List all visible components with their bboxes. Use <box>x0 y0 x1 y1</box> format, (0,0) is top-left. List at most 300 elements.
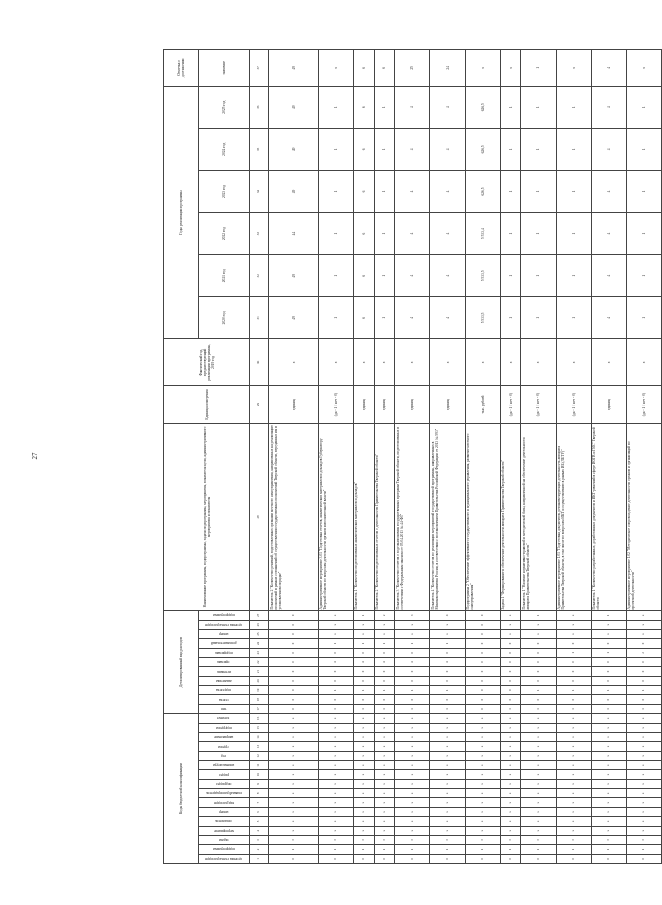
code-cell: x <box>500 789 521 798</box>
code-cell: x <box>500 779 521 788</box>
row-year-value: 4 <box>430 297 465 339</box>
code-cell: 0 <box>318 695 353 704</box>
table-row <box>269 50 318 864</box>
header-code-subcolumn-label: мероприятие <box>213 828 234 833</box>
code-cell: x <box>465 732 500 741</box>
code-cell: 3 <box>395 611 430 620</box>
code-cell: 0 <box>395 648 430 657</box>
row-base-value: x <box>395 339 430 386</box>
header-code-subcolumn-label: подстатья <box>216 688 232 693</box>
header-code-subcolumn-label: тип <box>220 706 227 711</box>
code-cell: 0 <box>269 639 318 648</box>
code-cell: 1 <box>353 639 374 648</box>
code-cell: 1 <box>591 611 626 620</box>
code-cell: 0 <box>521 854 556 863</box>
code-cell: 0 <box>395 695 430 704</box>
code-cell: 0 <box>500 657 521 666</box>
row-unit: (да - 1 / нет - 0) <box>521 386 556 423</box>
code-cell: x <box>318 714 353 723</box>
code-cell: 0 <box>500 648 521 657</box>
code-cell: 0 <box>430 648 465 657</box>
row-unit: (да - 1 / нет - 0) <box>556 386 591 423</box>
column-number: 12 <box>250 751 269 760</box>
row-year-value: 1 <box>556 255 591 297</box>
code-cell: 0 <box>465 704 500 713</box>
column-number: 18 <box>250 695 269 704</box>
code-cell: 1 <box>591 686 626 695</box>
code-cell: 3 <box>353 835 374 844</box>
code-cell: x <box>556 714 591 723</box>
row-name: Административное мероприятие 1.02 "Методическое сопровождение деятельности органов и организаций по проектной деятельности" <box>626 423 661 610</box>
row-base-value: x <box>430 339 465 386</box>
code-cell: 3 <box>500 835 521 844</box>
code-cell: x <box>500 742 521 751</box>
code-cell: x <box>591 620 626 629</box>
code-cell: x <box>318 826 353 835</box>
row-year-value: 1 <box>318 86 353 128</box>
code-cell: x <box>626 751 661 760</box>
code-cell: x <box>353 732 374 741</box>
code-cell: x <box>465 826 500 835</box>
code-cell: x <box>626 732 661 741</box>
row-year-value: 5 533,5 <box>465 255 500 297</box>
table-row <box>374 50 395 864</box>
code-cell: 0 <box>269 629 318 638</box>
code-cell: x <box>374 742 395 751</box>
code-cell: x <box>591 751 626 760</box>
table-row <box>521 50 556 864</box>
row-year-value: 6 <box>353 213 374 255</box>
code-cell: x <box>353 629 374 638</box>
code-cell: x <box>591 779 626 788</box>
row-year-value: 1 <box>374 86 395 128</box>
code-cell: x <box>430 826 465 835</box>
code-cell: x <box>591 723 626 732</box>
code-cell: x <box>430 732 465 741</box>
row-unit: единиц <box>374 386 395 423</box>
row-base-value: x <box>374 339 395 386</box>
code-cell: x <box>318 611 353 620</box>
code-cell: x <box>269 723 318 732</box>
code-cell: x <box>626 629 661 638</box>
code-cell: x <box>374 751 395 760</box>
code-cell: 0 <box>521 667 556 676</box>
row-name: Задача 1 "Формирование и обеспечение деятельности аппарата Правительства Тверской области" <box>500 423 521 610</box>
code-cell: x <box>353 789 374 798</box>
row-name: Показатель 1 "Количество подготовленных аналитических материалов и докладов" <box>353 423 374 610</box>
header-code-subcolumn <box>199 770 250 779</box>
row-year-value: 626,5 <box>465 170 500 212</box>
code-cell: 3 <box>591 835 626 844</box>
code-cell: x <box>556 629 591 638</box>
row-year-value: 1 <box>500 128 521 170</box>
code-cell: 0 <box>269 704 318 713</box>
row-name: Показатель 2 "Количество решений, подготовленных органами местного самоуправления, направленных на реализацию полномочий в рамках соглашений об осуществлении государственных полномочий Тверской области, переданных им в установленном порядке" <box>269 423 318 610</box>
row-name: Показатель 4 "Количество отчетов по реализации мероприятий государственной программы, направленных в Минэкономразвития России, в соответствии с постановлением Правительства Российской Федерации от 2013 № 593" <box>430 423 465 610</box>
code-cell: x <box>521 798 556 807</box>
header-code-subcolumn <box>199 657 250 666</box>
code-cell: 0 <box>269 657 318 666</box>
code-cell: x <box>500 751 521 760</box>
code-cell: x <box>430 761 465 770</box>
row-base-value: x <box>353 339 374 386</box>
row-year-value: 1 <box>521 128 556 170</box>
row-year-value: 1 <box>521 297 556 339</box>
column-number: 21 <box>250 667 269 676</box>
code-cell: 0 <box>556 695 591 704</box>
column-number: 30 <box>250 339 269 386</box>
row-achievement-value: 49 <box>269 50 318 87</box>
code-cell: 3 <box>374 835 395 844</box>
header-code-subcolumn <box>199 854 250 863</box>
code-cell: 1 <box>521 686 556 695</box>
code-cell: 0 <box>465 676 500 685</box>
header-code-subcolumn <box>199 695 250 704</box>
code-cell: x <box>269 817 318 826</box>
code-cell: x <box>395 826 430 835</box>
header-name: Наименование программы, подпрограммы, задачи подпрограммы, мероприятия, показателя цели, административного мероприятия и показателя <box>164 423 250 610</box>
code-cell: 0 <box>500 676 521 685</box>
code-cell: x <box>465 807 500 816</box>
header-code-subcolumn <box>199 835 250 844</box>
code-cell: x <box>500 770 521 779</box>
column-number: 27 <box>250 611 269 620</box>
column-number: 23 <box>250 648 269 657</box>
code-cell: x <box>521 817 556 826</box>
column-number: 9 <box>250 779 269 788</box>
row-year-value: 49 <box>269 128 318 170</box>
row-achievement-value: 24 <box>430 50 465 87</box>
column-number: 2 <box>250 845 269 854</box>
row-base-value: x <box>521 339 556 386</box>
row-year-value: 4 <box>430 255 465 297</box>
header-code-subcolumn-label: подпрограмма <box>212 847 235 852</box>
code-cell: x <box>556 723 591 732</box>
row-year-value: 1 <box>556 297 591 339</box>
code-cell: 0 <box>269 676 318 685</box>
code-cell: 0 <box>465 611 500 620</box>
code-cell: 0 <box>430 854 465 863</box>
code-cell: x <box>269 770 318 779</box>
row-year-value: 1 <box>318 128 353 170</box>
code-cell: 0 <box>269 854 318 863</box>
code-cell: 0 <box>626 676 661 685</box>
code-cell: 1 <box>430 639 465 648</box>
code-cell: 0 <box>465 648 500 657</box>
code-cell: x <box>374 798 395 807</box>
row-year-value: 6 <box>353 170 374 212</box>
row-year-value: 4 <box>430 86 465 128</box>
column-number: 33 <box>250 213 269 255</box>
code-cell: x <box>556 742 591 751</box>
table-row <box>353 50 374 864</box>
code-cell: x <box>269 714 318 723</box>
code-cell: 0 <box>318 648 353 657</box>
row-year-value: 4 <box>591 297 626 339</box>
row-year-value: 4 <box>395 86 430 128</box>
column-number: 4 <box>250 826 269 835</box>
code-cell: 0 <box>591 854 626 863</box>
code-cell: x <box>395 732 430 741</box>
code-cell: x <box>500 620 521 629</box>
code-cell: x <box>318 629 353 638</box>
code-cell: x <box>556 751 591 760</box>
code-cell: 3 <box>626 835 661 844</box>
header-year-4: 2023 год <box>199 170 250 212</box>
table-row <box>430 50 465 864</box>
code-cell: x <box>521 807 556 816</box>
code-cell: 0 <box>465 686 500 695</box>
code-cell: x <box>430 817 465 826</box>
code-cell: x <box>318 789 353 798</box>
code-cell: x <box>395 620 430 629</box>
code-cell: x <box>556 611 591 620</box>
code-cell: x <box>269 751 318 760</box>
code-cell: 3 <box>318 835 353 844</box>
column-number: 26 <box>250 620 269 629</box>
code-cell: 0 <box>521 676 556 685</box>
row-year-value: 6 <box>353 86 374 128</box>
code-cell: x <box>500 629 521 638</box>
column-number: 24 <box>250 639 269 648</box>
column-number: 5 <box>250 817 269 826</box>
code-cell: x <box>500 723 521 732</box>
row-year-value: 1 <box>318 213 353 255</box>
code-cell: x <box>521 714 556 723</box>
header-code-subcolumn <box>199 826 250 835</box>
row-year-value: 1 <box>500 86 521 128</box>
row-year-value: 1 <box>556 213 591 255</box>
row-achievement-value: 6 <box>374 50 395 87</box>
row-year-value: 1 <box>374 213 395 255</box>
code-cell: x <box>269 761 318 770</box>
code-cell: 3 <box>521 835 556 844</box>
code-cell: 0 <box>591 639 626 648</box>
code-cell: 1 <box>374 639 395 648</box>
row-year-value: 1 <box>626 170 661 212</box>
row-year-value: 4 <box>430 213 465 255</box>
code-cell: 0 <box>374 676 395 685</box>
code-cell: x <box>465 817 500 826</box>
code-cell: x <box>626 723 661 732</box>
code-cell: 1 <box>556 686 591 695</box>
header-code-subcolumn <box>199 723 250 732</box>
code-cell: 1 <box>556 704 591 713</box>
column-number: 28 <box>250 423 269 610</box>
row-base-value: x <box>318 339 353 386</box>
code-cell: x <box>430 807 465 816</box>
header-unit: Единица измерения <box>164 386 250 423</box>
header-code-subcolumn <box>199 751 250 760</box>
code-cell: 0 <box>556 657 591 666</box>
header-code-subcolumn-label: раздел <box>218 772 229 777</box>
code-cell: x <box>521 620 556 629</box>
code-cell: x <box>395 742 430 751</box>
column-number: 25 <box>250 629 269 638</box>
code-cell: 1 <box>591 648 626 657</box>
row-name: Показатель 1 "Количество разработанных, доработанных документов и ИКТ-решений в сфере ИОГВ и ГИС" Тверской области <box>591 423 626 610</box>
row-achievement-value: x <box>626 50 661 87</box>
row-name: Административное мероприятие 1.01 "Подготовка документов, регламентирующих деятельность аппарата Правительства Тверской области, в том числе по вопросам ИКТ и осуществлению в рамках ИБ (ЛЕТУ)" <box>556 423 591 610</box>
code-cell: 1 <box>500 845 521 854</box>
header-budget-codes: Коды бюджетной классификации <box>164 714 199 864</box>
code-cell: 0 <box>521 639 556 648</box>
code-cell: x <box>591 798 626 807</box>
code-cell: x <box>395 798 430 807</box>
row-achievement-value: x <box>556 50 591 87</box>
row-year-value: 1 <box>626 255 661 297</box>
code-cell: x <box>430 723 465 732</box>
table-row <box>500 50 521 864</box>
code-cell: x <box>374 817 395 826</box>
code-cell: 0 <box>556 639 591 648</box>
code-cell: 1 <box>521 611 556 620</box>
code-cell: 0 <box>353 648 374 657</box>
header-code-subcolumn-label: год <box>221 753 227 758</box>
row-unit: (да - 1 / нет - 0) <box>500 386 521 423</box>
code-cell: 1 <box>626 704 661 713</box>
code-cell: x <box>395 751 430 760</box>
code-cell: x <box>374 770 395 779</box>
row-unit: (да - 1 / нет - 0) <box>318 386 353 423</box>
code-cell: 0 <box>465 854 500 863</box>
code-cell: 1 <box>521 704 556 713</box>
header-code-subcolumn-label: аналитика <box>215 678 232 683</box>
code-cell: x <box>521 789 556 798</box>
code-cell: x <box>353 751 374 760</box>
code-cell: x <box>465 714 500 723</box>
code-cell: 0 <box>521 657 556 666</box>
column-number: 17 <box>250 704 269 713</box>
code-cell: x <box>430 770 465 779</box>
code-cell: 3 <box>395 835 430 844</box>
code-cell: 0 <box>500 639 521 648</box>
page-number: 27 <box>31 452 39 460</box>
code-cell: x <box>465 751 500 760</box>
row-year-value: 1 <box>521 213 556 255</box>
row-unit: единиц <box>395 386 430 423</box>
row-year-value: 5 533,5 <box>465 297 500 339</box>
column-number: 20 <box>250 676 269 685</box>
code-cell: 0 <box>521 695 556 704</box>
row-year-value: 49 <box>269 86 318 128</box>
header-code-subcolumn <box>199 648 250 657</box>
header-years-group: Годы реализации программы <box>164 86 199 339</box>
table-row <box>556 50 591 864</box>
row-year-value: 1 <box>521 86 556 128</box>
code-cell: 1 <box>626 686 661 695</box>
code-cell: 0 <box>500 854 521 863</box>
column-number: 19 <box>250 686 269 695</box>
code-cell: 1 <box>465 845 500 854</box>
code-cell: x <box>430 789 465 798</box>
row-name: Показатель 2 "Количество подготовленных отчетов о деятельности Правительства Тверской области" <box>374 423 395 610</box>
column-number: 36 <box>250 86 269 128</box>
column-number: 29 <box>250 386 269 423</box>
row-year-value: 1 <box>556 170 591 212</box>
code-cell: x <box>521 826 556 835</box>
code-cell: x <box>500 817 521 826</box>
row-year-value: 4 <box>395 297 430 339</box>
code-cell: x <box>430 620 465 629</box>
code-cell: 0 <box>556 854 591 863</box>
code-cell: 0 <box>269 686 318 695</box>
code-cell: 0 <box>500 686 521 695</box>
code-cell: 1 <box>318 704 353 713</box>
code-cell: 0 <box>374 854 395 863</box>
code-cell: x <box>374 620 395 629</box>
header-code-subcolumn-label: подгруппа <box>215 725 232 730</box>
column-number: 14 <box>250 732 269 741</box>
header-code-subcolumn <box>199 817 250 826</box>
code-cell: 1 <box>353 704 374 713</box>
header-code-subcolumn-label: подпрограмма <box>212 613 235 618</box>
column-number: 32 <box>250 255 269 297</box>
code-cell: x <box>591 761 626 770</box>
code-cell: 3 <box>269 835 318 844</box>
code-cell: 1 <box>591 704 626 713</box>
header-code-subcolumn <box>199 620 250 629</box>
row-year-value: 1 <box>318 297 353 339</box>
code-cell: 0 <box>318 676 353 685</box>
code-cell: 1 <box>353 686 374 695</box>
code-cell: x <box>395 629 430 638</box>
code-cell: 1 <box>430 704 465 713</box>
code-cell: x <box>626 770 661 779</box>
code-cell: 3 <box>465 835 500 844</box>
code-cell: 1 <box>430 845 465 854</box>
code-cell: x <box>591 732 626 741</box>
code-cell: x <box>591 789 626 798</box>
code-cell: x <box>556 761 591 770</box>
code-cell: 0 <box>591 676 626 685</box>
program-indicators-table <box>163 49 662 864</box>
header-code-subcolumn-label: дополнительный <box>210 641 237 646</box>
column-number: 7 <box>250 798 269 807</box>
header-code-subcolumn-label: задача <box>218 838 229 843</box>
table-row <box>465 50 500 864</box>
code-cell: 2 <box>626 648 661 657</box>
code-cell: 1 <box>353 845 374 854</box>
code-cell: 1 <box>318 845 353 854</box>
row-year-value: 49 <box>269 170 318 212</box>
header-code-subcolumn <box>199 704 250 713</box>
row-year-value: 1 <box>374 297 395 339</box>
column-number: 1 <box>250 854 269 863</box>
row-year-value: 4 <box>591 128 626 170</box>
column-number: 13 <box>250 742 269 751</box>
code-cell: x <box>269 798 318 807</box>
code-cell: x <box>430 742 465 751</box>
code-cell: 0 <box>500 695 521 704</box>
header-code-subcolumn <box>199 742 250 751</box>
header-code-subcolumn-label: целевая статья расходов <box>205 622 242 627</box>
code-cell: x <box>269 742 318 751</box>
header-code-subcolumn <box>199 639 250 648</box>
code-cell: 0 <box>465 695 500 704</box>
row-year-value: 1 <box>500 255 521 297</box>
code-cell: 1 <box>556 845 591 854</box>
code-cell: 1 <box>395 845 430 854</box>
code-cell: 0 <box>353 854 374 863</box>
code-cell: x <box>353 798 374 807</box>
code-cell: 2 <box>374 611 395 620</box>
header-code-subcolumn-label: номер <box>218 810 229 815</box>
code-cell: x <box>318 807 353 816</box>
row-year-value: 4 <box>591 86 626 128</box>
row-achievement-value: 4 <box>591 50 626 87</box>
code-cell: 0 <box>430 695 465 704</box>
